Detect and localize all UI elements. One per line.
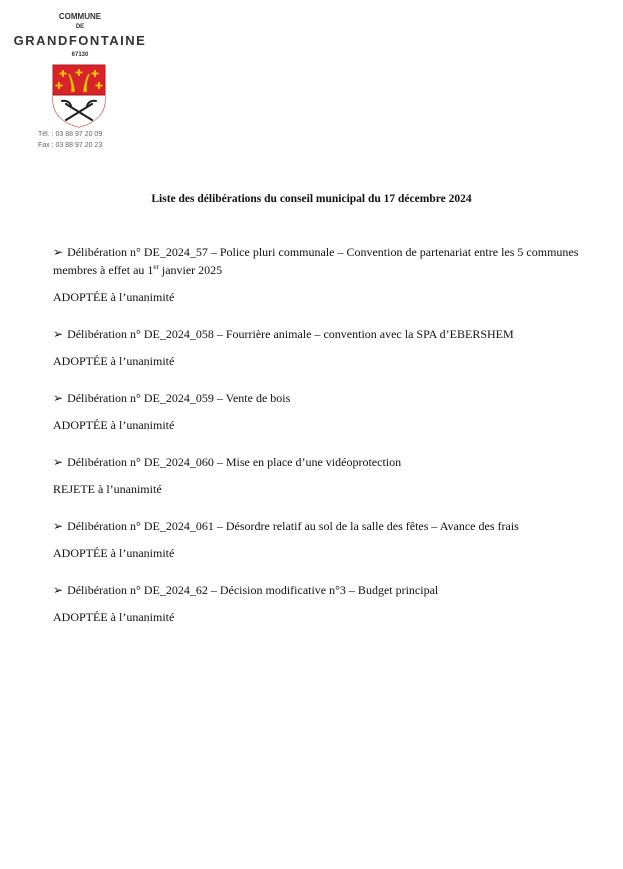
phone-number: Tél. : 03 88 97 20 09 (38, 131, 103, 138)
deliberation-title-end: janvier 2025 (158, 263, 223, 277)
deliberation-text (53, 581, 583, 599)
de-label: DE (75, 24, 85, 30)
deliberation-item (53, 517, 583, 562)
band-stripe (53, 94, 105, 96)
deliberation-text (53, 517, 583, 535)
arrow-bullet-icon: ➢ (53, 455, 64, 469)
fax-number: Fax : 03 88 97 20 23 (38, 142, 103, 149)
deliberation-item (53, 453, 583, 498)
deliberation-result: ADOPTÉE à l’unanimité (53, 290, 175, 304)
deliberation-item (53, 389, 583, 434)
deliberation-title: Délibération n° DE_2024_061 – Désordre relatif au sol de la salle des fêtes – Avance des frais (67, 519, 519, 533)
arrow-bullet-icon: ➢ (53, 245, 64, 259)
shield-band (53, 94, 105, 127)
ordinal-suffix: er (153, 263, 159, 271)
deliberation-result: ADOPTÉE à l’unanimité (53, 546, 175, 560)
deliberation-title: Délibération n° DE_2024_058 – Fourrière animale – convention avec la SPA d’EBERSHEM (67, 327, 514, 341)
deliberation-title: Délibération n° DE_2024_57 – Police pluri communale – Convention de partenariat entre les 5 communes membres à effet au 1 (53, 245, 579, 277)
deliberation-item (53, 581, 583, 626)
deliberation-title: Délibération n° DE_2024_059 – Vente de bois (67, 391, 291, 405)
town-name: GRANDFONTAINE (13, 33, 147, 48)
deliberation-item (53, 325, 583, 370)
deliberation-result: ADOPTÉE à l’unanimité (53, 610, 175, 624)
deliberation-text (53, 453, 583, 471)
arrow-bullet-icon: ➢ (53, 327, 64, 341)
arrow-bullet-icon: ➢ (53, 519, 64, 533)
deliberation-text (53, 389, 583, 407)
deliberation-item (53, 243, 583, 306)
arrow-bullet-icon: ➢ (53, 583, 64, 597)
deliberation-text (53, 325, 583, 343)
deliberation-result: ADOPTÉE à l’unanimité (53, 354, 175, 368)
coat-of-arms-icon (52, 64, 106, 128)
deliberation-list (53, 243, 583, 645)
deliberation-text (53, 243, 583, 279)
deliberation-result: REJETE à l’unanimité (53, 482, 162, 496)
document-title: Liste des délibérations du conseil municipal du 17 décembre 2024 (151, 193, 472, 205)
commune-label: COMMUNE (58, 12, 102, 21)
deliberation-title: Délibération n° DE_2024_62 – Décision modificative n°3 – Budget principal (67, 583, 439, 597)
deliberation-title: Délibération n° DE_2024_060 – Mise en place d’une vidéoprotection (67, 455, 402, 469)
arrow-bullet-icon: ➢ (53, 391, 64, 405)
postal-code: 67130 (71, 52, 89, 58)
deliberation-result: ADOPTÉE à l’unanimité (53, 418, 175, 432)
letterhead (0, 0, 160, 160)
